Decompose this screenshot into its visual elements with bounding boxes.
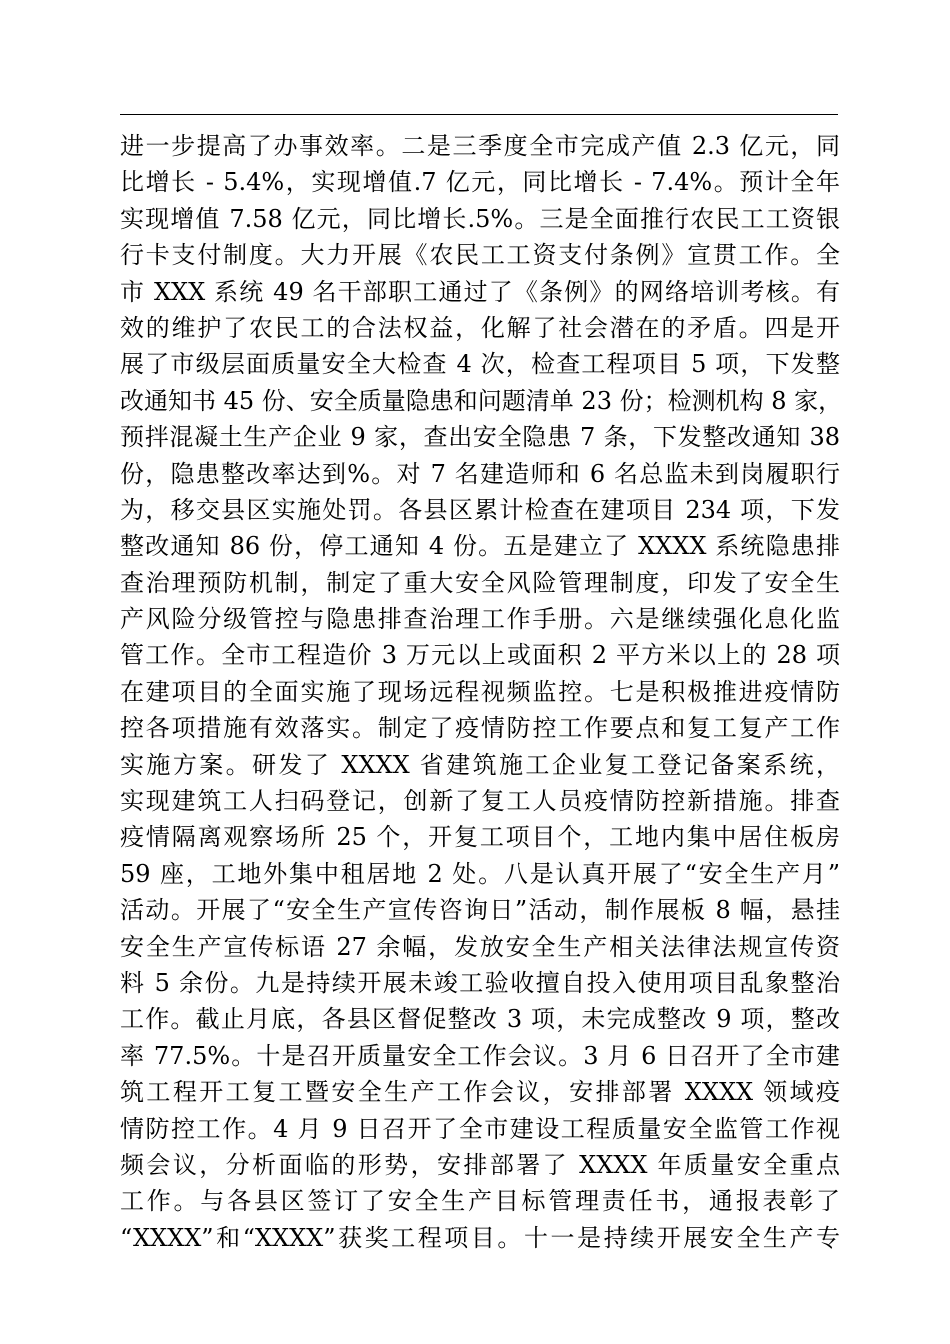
body-paragraph	[120, 128, 843, 1256]
text-line: 活动。开展了“安全生产宣传咨询日”活动，制作展板 8 幅，悬挂	[120, 896, 840, 925]
text-line: 实施方案。研发了 XXXX 省建筑施工企业复工登记备案系统，	[120, 750, 840, 779]
text-line: 实现建筑工人扫码登记，创新了复工人员疫情防控新措施。排查	[120, 787, 840, 816]
text-line: 进一步提高了办事效率。二是三季度全市完成产值 2.3 亿元，同	[120, 132, 840, 160]
text-line: 控各项措施有效落实。制定了疫情防控工作要点和复工复产工作	[120, 714, 840, 743]
text-line: 工作。与各县区签订了安全生产目标管理责任书，通报表彰了	[120, 1187, 840, 1216]
text-line: 安全生产宣传标语 27 余幅，发放安全生产相关法律法规宣传资	[120, 932, 840, 961]
text-line: 筑工程开工复工暨安全生产工作会议，安排部署 XXXX 领域疫	[120, 1078, 840, 1107]
text-line: 市 XXX 系统 49 名干部职工通过了《条例》的网络培训考核。有	[120, 277, 840, 306]
text-line: 展了市级层面质量安全大检查 4 次，检查工程项目 5 项，下发整	[120, 350, 840, 379]
text-line: 预拌混凝土生产企业 9 家，查出安全隐患 7 条，下发整改通知 38	[120, 423, 840, 452]
text-line: 整改通知 86 份，停工通知 4 份。五是建立了 XXXX 系统隐患排	[120, 532, 840, 561]
text-line: 行卡支付制度。大力开展《农民工工资支付条例》宣贯工作。全	[120, 241, 840, 270]
text-line: 在建项目的全面实施了现场远程视频监控。七是积极推进疫情防	[120, 677, 840, 706]
text-line: 工作。截止月底，各县区督促整改 3 项，未完成整改 9 项，整改	[120, 1005, 840, 1034]
text-line: 管工作。全市工程造价 3 万元以上或面积 2 平方米以上的 28 项	[120, 641, 840, 670]
text-line: 59 座，工地外集中租居地 2 处。八是认真开展了“安全生产月”	[120, 859, 840, 888]
header-rule	[120, 114, 838, 115]
text-line: 为，移交县区实施处罚。各县区累计检查在建项目 234 项，下发	[120, 495, 840, 524]
text-line: 产风险分级管控与隐患排查治理工作手册。六是继续强化息化监	[120, 605, 840, 634]
text-line: 查治理预防机制，制定了重大安全风险管理制度，印发了安全生	[120, 568, 840, 597]
text-line: 频会议，分析面临的形势，安排部署了 XXXX 年质量安全重点	[120, 1150, 840, 1179]
text-line: 改通知书 45 份、安全质量隐患和问题清单 23 份；检测机构 8 家，	[120, 386, 843, 415]
text-line: 料 5 余份。九是持续开展未竣工验收擅自投入使用项目乱象整治	[120, 968, 840, 997]
text-line: 效的维护了农民工的合法权益，化解了社会潜在的矛盾。四是开	[120, 313, 840, 342]
text-line: 实现增值 7.58 亿元，同比增长.5%。三是全面推行农民工工资银	[120, 204, 840, 233]
text-line: “XXXX”和“XXXX”获奖工程项目。十一是持续开展安全生产专	[120, 1223, 840, 1252]
text-line: 疫情隔离观察场所 25 个，开复工项目个，工地内集中居住板房	[120, 823, 840, 852]
text-line: 情防控工作。4 月 9 日召开了全市建设工程质量安全监管工作视	[120, 1114, 840, 1143]
text-line: 比增长 - 5.4%，实现增值.7 亿元，同比增长 - 7.4%。预计全年	[120, 168, 840, 197]
text-line: 份，隐患整改率达到%。对 7 名建造师和 6 名总监未到岗履职行	[120, 459, 840, 488]
text-line: 率 77.5%。十是召开质量安全工作会议。3 月 6 日召开了全市建	[120, 1041, 840, 1070]
